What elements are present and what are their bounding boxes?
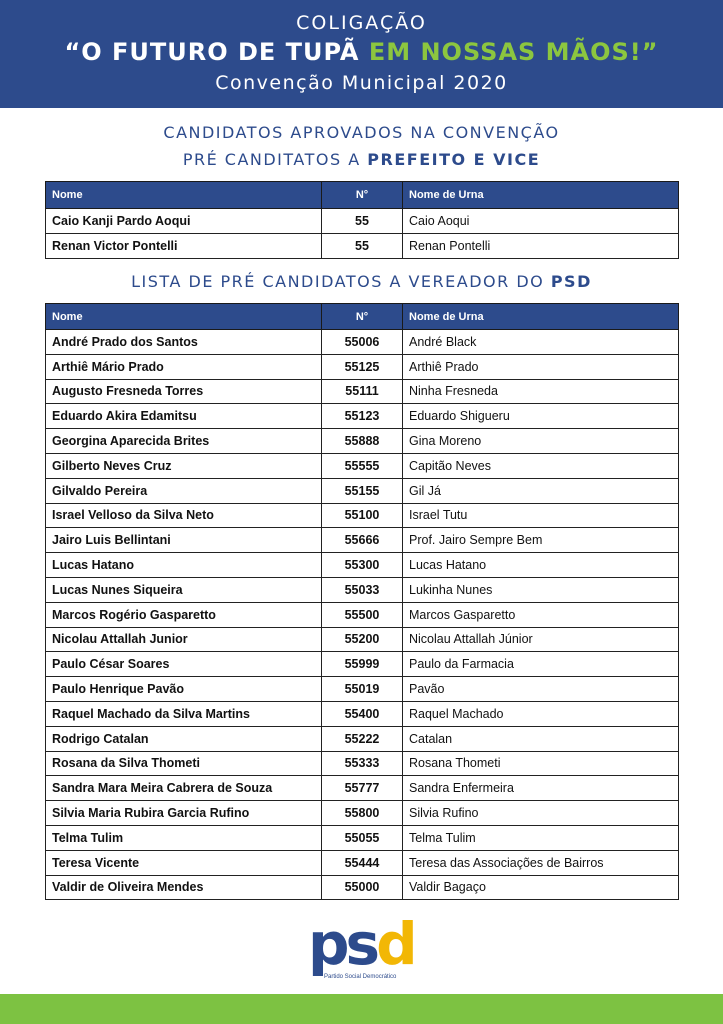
candidate-number: 55777	[322, 776, 403, 801]
candidate-ballot-name: Renan Pontelli	[403, 234, 679, 259]
candidate-number: 55200	[322, 627, 403, 652]
candidate-name: Renan Victor Pontelli	[46, 234, 322, 259]
table-row	[46, 209, 679, 234]
candidate-name: Lucas Nunes Siqueira	[46, 577, 322, 602]
table-row	[46, 850, 679, 875]
table-row	[46, 652, 679, 677]
candidate-name: Nicolau Attallah Junior	[46, 627, 322, 652]
candidate-ballot-name: Valdir Bagaço	[403, 875, 679, 900]
coalition-name	[0, 37, 723, 67]
candidate-number: 55	[322, 209, 403, 234]
table-header-row	[46, 182, 679, 209]
column-header-ballot-name: Nome de Urna	[403, 304, 679, 330]
candidate-ballot-name: Rosana Thometi	[403, 751, 679, 776]
candidate-ballot-name: André Black	[403, 330, 679, 355]
candidate-ballot-name: Gil Já	[403, 478, 679, 503]
candidate-number: 55500	[322, 602, 403, 627]
candidate-ballot-name: Sandra Enfermeira	[403, 776, 679, 801]
candidate-ballot-name: Catalan	[403, 726, 679, 751]
candidate-name: André Prado dos Santos	[46, 330, 322, 355]
column-header-number: N°	[322, 304, 403, 330]
candidate-name: Silvia Maria Rubira Garcia Rufino	[46, 801, 322, 826]
table-row	[46, 330, 679, 355]
section2-title-prefix: LISTA DE PRÉ CANDIDATOS A VEREADOR DO	[131, 272, 545, 291]
table-row	[46, 429, 679, 454]
candidate-number: 55	[322, 234, 403, 259]
table-row	[46, 677, 679, 702]
table-row	[46, 478, 679, 503]
table-row	[46, 602, 679, 627]
table-row	[46, 801, 679, 826]
table-row	[46, 553, 679, 578]
candidate-ballot-name: Nicolau Attallah Júnior	[403, 627, 679, 652]
candidate-number: 55111	[322, 379, 403, 404]
candidate-name: Paulo Henrique Pavão	[46, 677, 322, 702]
candidate-number: 55155	[322, 478, 403, 503]
candidate-ballot-name: Lukinha Nunes	[403, 577, 679, 602]
candidate-number: 55444	[322, 850, 403, 875]
candidate-ballot-name: Ninha Fresneda	[403, 379, 679, 404]
section1-title-bold: PREFEITO E VICE	[367, 150, 541, 169]
candidate-number: 55123	[322, 404, 403, 429]
candidate-number: 55100	[322, 503, 403, 528]
candidate-number: 55006	[322, 330, 403, 355]
candidate-ballot-name: Marcos Gasparetto	[403, 602, 679, 627]
table-header-row	[46, 304, 679, 330]
candidate-name: Israel Velloso da Silva Neto	[46, 503, 322, 528]
table-row	[46, 453, 679, 478]
candidate-number: 55000	[322, 875, 403, 900]
table-row	[46, 875, 679, 900]
candidate-number: 55888	[322, 429, 403, 454]
candidate-ballot-name: Israel Tutu	[403, 503, 679, 528]
candidate-name: Arthiê Mário Prado	[46, 354, 322, 379]
candidate-ballot-name: Lucas Hatano	[403, 553, 679, 578]
candidate-name: Rosana da Silva Thometi	[46, 751, 322, 776]
table-row	[46, 234, 679, 259]
column-header-number: N°	[322, 182, 403, 209]
psd-logo	[308, 912, 418, 984]
mayor-candidates-table	[45, 181, 679, 259]
section2-title	[0, 270, 723, 294]
table-row	[46, 528, 679, 553]
table-row	[46, 354, 679, 379]
convention-title: Convenção Municipal 2020	[215, 72, 508, 94]
candidate-name: Georgina Aparecida Brites	[46, 429, 322, 454]
table-row	[46, 577, 679, 602]
table-row	[46, 726, 679, 751]
section1-title-prefix: PRÉ CANDITATOS A	[182, 150, 361, 169]
candidate-name: Caio Kanji Pardo Aoqui	[46, 209, 322, 234]
candidate-name: Gilberto Neves Cruz	[46, 453, 322, 478]
footer-bar	[0, 994, 723, 1024]
candidate-name: Sandra Mara Meira Cabrera de Souza	[46, 776, 322, 801]
section2-title-bold: PSD	[550, 272, 592, 291]
candidate-ballot-name: Raquel Machado	[403, 701, 679, 726]
candidate-ballot-name: Gina Moreno	[403, 429, 679, 454]
candidate-ballot-name: Pavão	[403, 677, 679, 702]
candidate-number: 55125	[322, 354, 403, 379]
candidate-name: Eduardo Akira Edamitsu	[46, 404, 322, 429]
candidate-number: 55333	[322, 751, 403, 776]
candidate-number: 55400	[322, 701, 403, 726]
table-row	[46, 627, 679, 652]
candidate-name: Telma Tulim	[46, 825, 322, 850]
candidate-name: Marcos Rogério Gasparetto	[46, 602, 322, 627]
svg-text:psd: psd	[308, 912, 414, 978]
coalition-name-part1: “O FUTURO DE TUPÃ	[64, 38, 360, 66]
table-row	[46, 404, 679, 429]
candidate-name: Gilvaldo Pereira	[46, 478, 322, 503]
candidate-number: 55222	[322, 726, 403, 751]
candidate-number: 55800	[322, 801, 403, 826]
candidate-name: Augusto Fresneda Torres	[46, 379, 322, 404]
coalition-name-part2: EM NOSSAS MÃOS!”	[368, 38, 659, 66]
table-row	[46, 825, 679, 850]
table-row	[46, 379, 679, 404]
candidate-ballot-name: Prof. Jairo Sempre Bem	[403, 528, 679, 553]
candidate-name: Jairo Luis Bellintani	[46, 528, 322, 553]
candidate-ballot-name: Caio Aoqui	[403, 209, 679, 234]
candidate-number: 55055	[322, 825, 403, 850]
candidate-name: Lucas Hatano	[46, 553, 322, 578]
candidate-number: 55555	[322, 453, 403, 478]
candidate-name: Raquel Machado da Silva Martins	[46, 701, 322, 726]
candidate-name: Rodrigo Catalan	[46, 726, 322, 751]
candidate-number: 55999	[322, 652, 403, 677]
header-banner	[0, 0, 723, 108]
column-header-name: Nome	[46, 304, 322, 330]
candidate-ballot-name: Teresa das Associações de Bairros	[403, 850, 679, 875]
table-row	[46, 701, 679, 726]
column-header-ballot-name: Nome de Urna	[403, 182, 679, 209]
candidate-number: 55033	[322, 577, 403, 602]
candidate-number: 55300	[322, 553, 403, 578]
candidate-number: 55019	[322, 677, 403, 702]
council-candidates-table	[45, 303, 679, 900]
column-header-name: Nome	[46, 182, 322, 209]
candidate-ballot-name: Capitão Neves	[403, 453, 679, 478]
table-row	[46, 503, 679, 528]
candidate-ballot-name: Eduardo Shigueru	[403, 404, 679, 429]
section1-title-line1: CANDIDATOS APROVADOS NA CONVENÇÃO	[163, 123, 560, 142]
candidate-name: Teresa Vicente	[46, 850, 322, 875]
table-row	[46, 776, 679, 801]
coalition-label: COLIGAÇÃO	[296, 12, 427, 34]
candidate-ballot-name: Telma Tulim	[403, 825, 679, 850]
candidate-ballot-name: Paulo da Farmacia	[403, 652, 679, 677]
candidate-ballot-name: Silvia Rufino	[403, 801, 679, 826]
candidate-name: Paulo César Soares	[46, 652, 322, 677]
candidate-number: 55666	[322, 528, 403, 553]
table-row	[46, 751, 679, 776]
candidate-ballot-name: Arthiê Prado	[403, 354, 679, 379]
logo-tagline: Partido Social Democrático	[324, 974, 397, 980]
section1-title-line2	[0, 148, 723, 172]
candidate-name: Valdir de Oliveira Mendes	[46, 875, 322, 900]
